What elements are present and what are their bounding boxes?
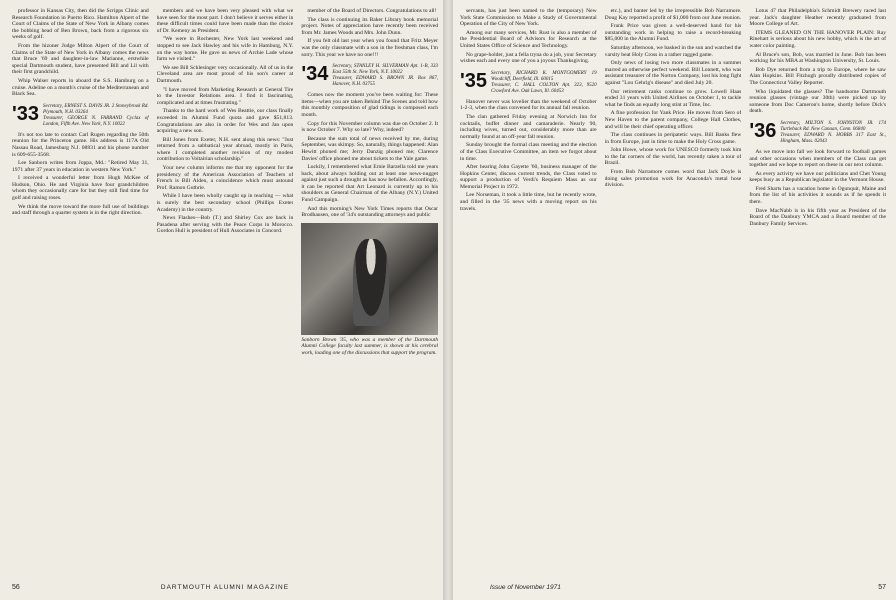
paragraph: Your new column informs me that my opponent for the presidency of the American Association of Teachers of French is Bill Alden, a coincidence which must astound Prof. Ramon Guthrie. [156,165,294,191]
class-35-header [460,71,597,95]
paragraph: Lotus 47 that Philadelphia's Schmidt Brewery raced last year. Jack's daughter Heather recently graduated from Moore College of Art. [749,8,887,28]
class-36-header [749,121,886,145]
paragraph: ITEMS GLEANED ON THE HANOVER PLAIN: Ray Rinehart is serious about his new hobby, which is the art of water color painting. [749,29,887,49]
paragraph: Luckily, I remembered what Ernie Barzella told me years back, about always holding out at least one news-nugget against just such a drought as has now befallen. Accordingly, it can be reported that Art Leonard is currently up to his shoulders as General Chairman of the Albany (N.Y.) United Fund Campaign. [301,164,439,204]
class-year: '36 [749,119,777,142]
right-column-1 [460,8,597,568]
paragraph: Thanks to the hard work of Wes Beattie, our class finally exceeded its Alumni Fund quota and gave $51,813. Congratulations are also in order for Wes and Jan upon acquiring a new son. [156,108,294,135]
class-treasurer: Treasurer, EDWARD N. HOBBS 317 East St., Hingham, Mass. 02043 [780,132,887,144]
page-gutter [443,0,453,600]
class-treasurer: Treasurer, GEORGE N. FARRAND Cyclax of London, Fifth Ave. New York, N.Y. 10022 [43,115,149,127]
paragraph: From the hizoner Judge Milton Alpert of the Court of Claims of the State of New York in Albany comes the news that Bruce '69 and daughter-in-law Marianne, erstwhile special Dartmouth student, have presented Bill and Lil with their first grandchild. [12,42,149,76]
paragraph: After hearing John Gayette '60, business manager of the Hopkins Center, discuss current trends, the Class voted to support a production of Verdi's Requiem Mass as our Memorial Project in 1972. [460,164,597,190]
paragraph: It's not too late to contact Carl Rugen regarding the 50th reunion for the Princeton game. His address is 117A Old Nassau Road, Jamesburg N.J. 08831 and his phone number is 609-655-3568. [12,131,149,158]
paragraph: The class is continuing its Baker Library book memorial project. Notes of appreciation have recently been received from Mr. James Woods and Mrs. John Dunn. [301,16,439,36]
paragraph: Hanover never was lovelier than the weekend of October 1-2-3, when the class convened for its annual fall reunion. [460,98,597,112]
paragraph: While I have been wholly caught up in teaching — what is surely the best secondary school (Phillips Exeter Academy) in the country. [156,193,294,213]
paragraph: If you felt old last year when you found that Fritz Meyer was the only classmate with a son in the freshman class, I'm sorry. This year we have no one!!! [301,38,439,58]
paragraph: Dave MacNabb is in his fifth year as President of the Board of the Danbury YMCA and a Board member of the Danbury Family Services. [749,207,887,227]
paragraph: Frank Price was given a well-deserved hand for his outstanding work in helping to raise a record-breaking $85,000 in the Alumni Fund. [604,23,742,43]
alumni-photo [301,223,438,335]
paragraph: Lee Sanborn writes from Joppa, Md.: "Retired May 31, 1971 after 37 years in education in western New York." [12,160,149,173]
paragraph: "We were in Rochester, New York last weekend and stopped to see Jack Hawley and his wife in Hamburg, N.Y. on the way home. He gave us news of Archie Lade whose farm we visited." [156,36,294,63]
paragraph: Because the sum total of news received by me, during September, was skimpy. So, naturally, things happened: Alan Hewitt phoned me; Jerry Danzig phoned me; Clarence Davies' office phoned me about tickets to the Yale game. [301,135,439,162]
class-33-header [12,104,149,128]
paragraph: etc.), and banter led by the irrepressible Bob Narramore. Doug Kay reported a profit of $1,000 from our June reunion. [604,8,742,21]
left-column-2 [157,8,294,568]
left-column-3 [301,8,438,568]
paragraph: Lee Norseman, it took a little time, but he recently wrote, and filled in the '35 news with a moving report on his travels. [460,192,597,212]
paragraph: "I have moved from Marketing Research at General Tire to the Investor Relations area. I find it fascinating, complicated and at times frustrating." [156,86,294,106]
paragraph: Our retirement ranks continue to grow. Lowell Haas ended 31 years with United Airlines on October 1, to tackle what he finds an equally long stint at Time, Inc. [604,88,742,108]
paragraph: We see Bill Schlesinger very occasionally. All of us in the Cleveland area are most proud of his son's career at Dartmouth. [156,64,294,84]
right-footer [460,584,886,596]
right-page [448,0,896,600]
paragraph: professor in Kansas City, then did the Scripps Clinic and Research Foundation in Puerto Rico. Hamilton Alpert of the Court of Claims of the State of New York in Albany comes the bobbing head of Ben Brown, back from a rigorous six weeks of golf. [12,8,149,41]
paragraph: As every activity we have our politicians and Chet Young keeps busy as a Republican legislator in the Vermont House. [749,170,887,184]
paragraph: Copy for this November column was due on October 2. It is now October 7. Why so late? Why, indeed? [301,120,439,134]
paragraph: Among our many services, Mr. Rust is also a member of the Presidential Board of Advisors for Research at the United States Office of Science and Technology. [460,29,597,49]
paragraph: Who liquidated the glasses? The handsome Dartmouth reunion glasses (vintage our 30th) were picked up by someone from Doc Cameron's home, shortly before Dick's death. [749,88,887,115]
paragraph: And this morning's New York Times reports that Oscar Brodhausen, one of '34's outstanding attorneys and public [301,205,439,219]
paragraph: Saturday afternoon, we basked in the sun and watched the varsity beat Holy Cross in a rather ragged game. [604,44,742,58]
paragraph: The clan gathered Friday evening at Norwich Inn for cocktails, buffet dinner and camaraderie. Nearly 90, including wives, turned out, considerably more than are normally found at an off-year fall reunion. [460,113,597,140]
class-secretary: Secretary, STANLEY H. SILVERMAN Apt. 1-B, 333 East 55th St. New York, N.Y. 10022 [332,64,439,76]
page-number: 57 [878,584,886,591]
right-column-2 [605,8,742,568]
paragraph: As we move into fall we look forward to football games and other occasions when members of the Class can get together and we hope to report on these in our next column. [749,148,887,169]
paragraph: Only news of losing two more classmates in a summer marred an otherwise perfect weekend. Bill Lonnett, who was assistant treasurer of the Norton Company, lost his long fight against "Lou Gehrig's disease" and died July 20. [604,60,742,86]
class-year: '34 [301,63,329,86]
class-treasurer: Treasurer, EDWARD S. BROWN JR. Box 867, Hanover, N.H. 03755 [332,76,439,88]
paragraph: Whip Walser reports in aboard the S.S. Hamburg on a cruise. Adeline on a month's cruise of the Mediterranean and Black Sea. [12,77,149,98]
class-secretary: Secretary, ERNEST S. DAVIS JR. 2 Stoneybrook Rd. Plymouth, N.H. 03264 [43,103,149,115]
person-figure [353,239,389,326]
class-year: '33 [12,102,40,125]
paragraph: member of the Board of Directors. Congratulations to all! [307,8,437,14]
paragraph: Fred Sharts has a vacation home in Ogunquit, Maine and from the list of his activities it sounds as if he spends it there. [749,185,887,206]
right-column-3 [749,8,886,568]
class-34-header [301,64,438,88]
class-secretary: Secretary, RICHARD K. MONTGOMERY 19 Woodcliff, Deerfield, Ill. 60015 [491,70,597,82]
paragraph: Al Bruce's son, Bob, was married in June. Bob has been working for his MBA at Washington University, St. Louis. [749,51,887,65]
paragraph: We think the move toward the more full use of buildings and staff through a quarter system is in the right direction. [12,203,149,217]
paragraph: The class continues in peripatetic ways. Bill Banks flew in from Europe, just in time to make the Holy Cross game. [604,132,742,145]
page-number: 56 [12,584,20,591]
paragraph: From Bob Narramore comes word that Jack Doyle is doing sales promotion work for Anaconda's metal hose division. [604,169,742,189]
left-column-1 [12,8,149,568]
paragraph: members and we have been very pleased with what we have seen for the most part. I don't believe it serves either in these difficult times could have been made than the choice of Dr. Kemeny as President. [156,8,294,34]
paragraph: I received a wonderful letter from Hugh McKee of Hudson, Ohio. He and Virginia have four grandchildren whom they occasionally care for but they still find time for golf and raising roses. [12,175,149,202]
paragraph: Comes now the moment you've been waiting for: These items—when you are taken Behind The Scenes and told how this monthly composition of glad tidings is composed each month. [301,92,439,118]
left-footer [12,584,438,596]
paragraph: Sunday brought the formal class meeting and the election of the Class Executive Committee, an item we forgot about in time. [460,142,597,162]
paragraph: servants, has just been named to the (temporary) New York State Commission to Make a Study of Governmental Operation of the City of New York. [460,8,597,28]
paragraph: Bill Jones from Exeter, N.H. sent along this news: "Just returned from a sabbatical year abroad, mostly in Paris, where I completed another revision of my modest contribution to Voltairian scholarship." [156,136,294,163]
photo-caption: Sanborn Brown '35, who was a member of the Dartmouth Alumni College faculty last summer, is shown at his cerebral work, loading one of the discussions that support the program. [301,336,439,356]
magazine-title: DARTMOUTH ALUMNI MAGAZINE [160,584,290,591]
issue-date: Issue of November 1971 [490,584,561,591]
paragraph: A fine profession for Yank Price. He moves from Sero of New Haven to the parent company, College Hall Clothes, and will be their chief operating officer. [604,110,742,130]
class-secretary: Secretary, MILTON S. JOHNSTON JR. 174 Turtleback Rd. New Canaan, Conn. 06840 [780,120,887,132]
paragraph: Bob Dye returned from a trip to Europe, where he saw Alan Hopkins. Bill Fitzhugh proudly distributed copies of The Connecticut Valley Reporter. [749,66,887,86]
paragraph: No grape-holder, just a fella tryna do a job, your Secretary wishes each and every one of you a joyous Thanksgiving. [460,51,597,65]
class-treasurer: Treasurer, C. HALL COLTON Apt. 323, 9520 Crawford Ave. Oak Lawn, Ill. 60453 [491,82,597,94]
paragraph: News Flashes—Bob (T.) and Shirley Cox are back in Pasadena after serving with the Peace Corps in Morocco. Gordon Hull is president of Hull Associates in Concord. [156,215,294,235]
paragraph: John Howe, whose work for UNESCO formerly took him to the far corners of the world, has recently taken a tour of Brazil. [604,147,742,167]
class-year: '35 [460,69,488,92]
